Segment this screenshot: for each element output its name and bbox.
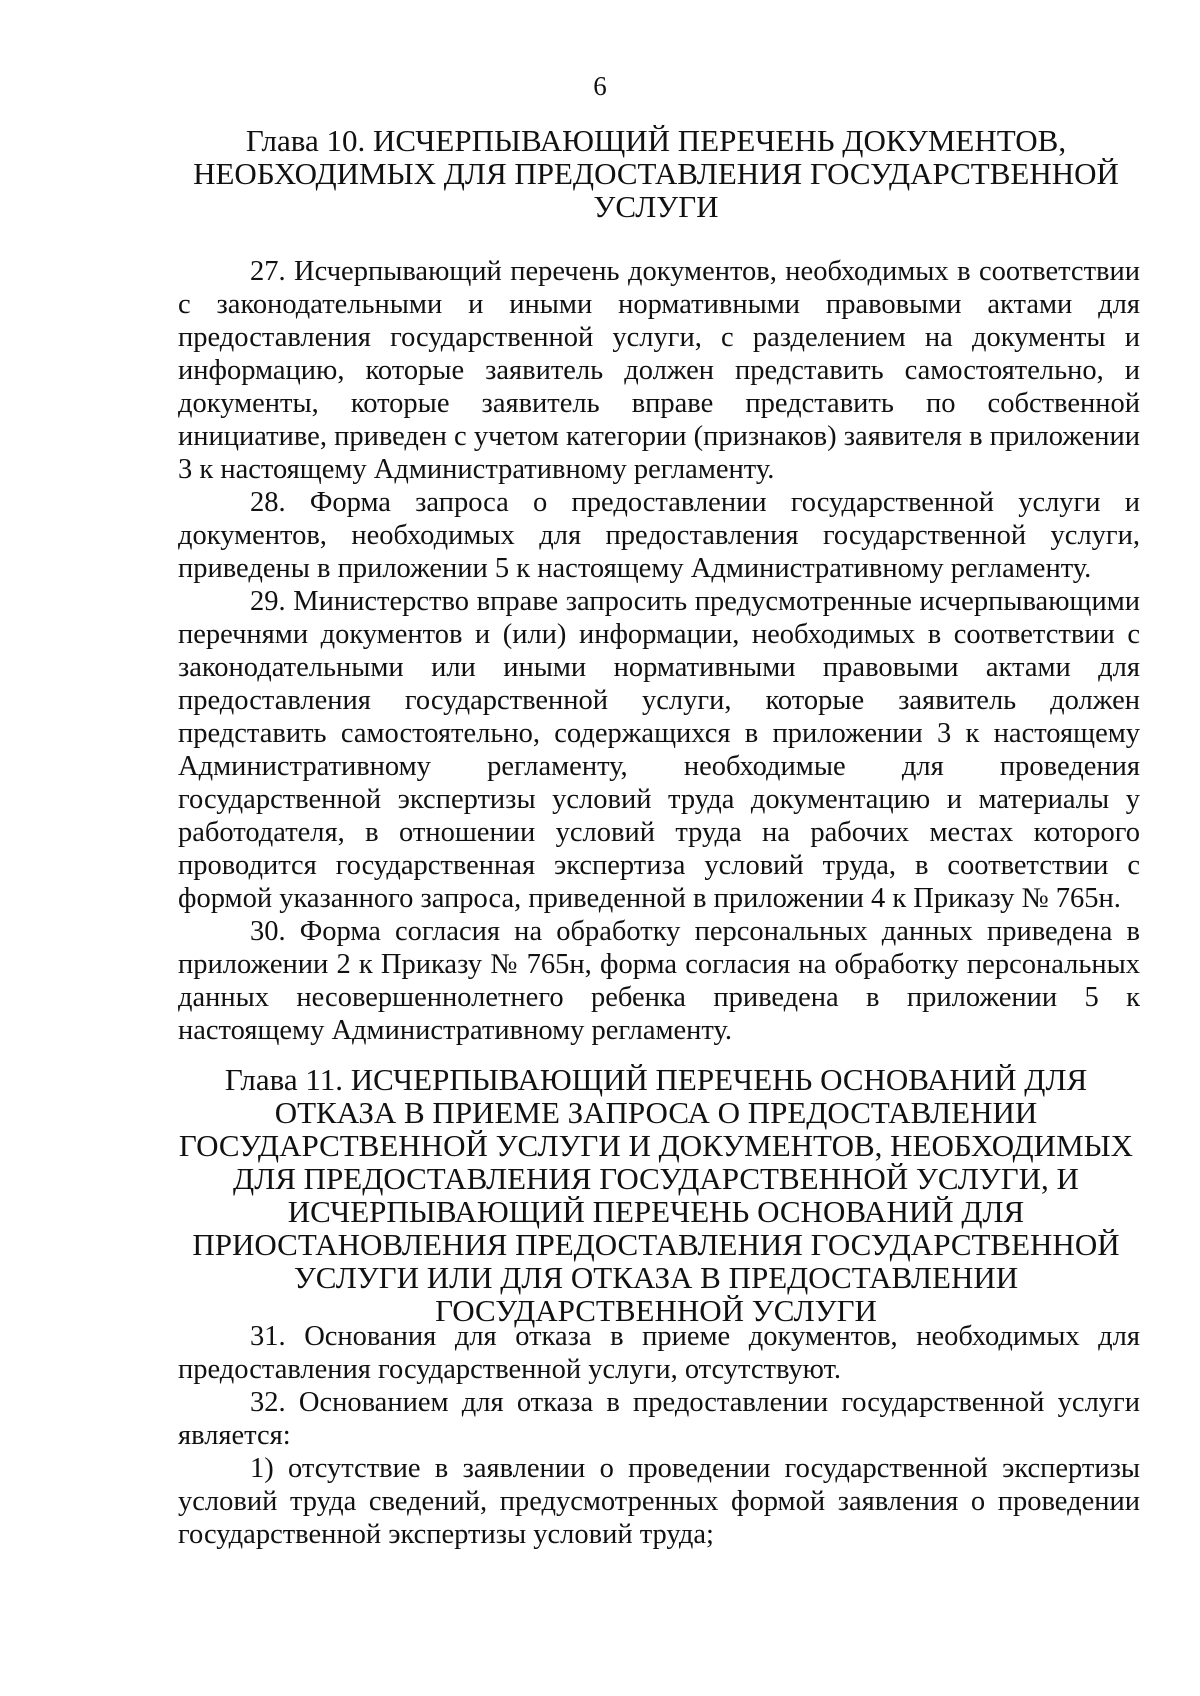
chapter-11-body [178, 1320, 1140, 1551]
paragraph-31: 31. Основания для отказа в приеме документов, необходимых для предоставления государственной услуги, отсутствуют. [178, 1321, 1140, 1385]
paragraph-32-item-1: 1) отсутствие в заявлении о проведении государственной экспертизы условий труда сведений, предусмотренных формой заявления о проведении государственной экспертизы условий труда; [178, 1453, 1140, 1550]
chapter-10-body [178, 255, 1140, 1047]
page-number: 6 [593, 71, 607, 101]
paragraph-30: 30. Форма согласия на обработку персональных данных приведена в приложении 2 к Приказу № 765н, форма согласия на обработку персональных данных несовершеннолетнего ребенка приведена в приложении 5 к настоящему Административному регламенту. [178, 916, 1140, 1046]
paragraph-29: 29. Министерство вправе запросить предусмотренные исчерпывающими перечнями документов и (или) информации, необходимых в соответствии с законодательными или иными нормативными правовыми актами для предоставления государственной услуги, которые заявитель должен представить самостоятельно, содержащихся в приложении 3 к настоящему Административному регламенту, необходимые для проведения государственной экспертизы условий труда документацию и материалы у работодателя, в отношении условий труда на рабочих местах которого проводится государственная экспертиза условий труда, в соответствии с формой указанного запроса, приведенной в приложении 4 к Приказу № 765н. [178, 586, 1140, 914]
paragraph-32: 32. Основанием для отказа в предоставлении государственной услуги является: [178, 1387, 1140, 1451]
paragraph-27: 27. Исчерпывающий перечень документов, необходимых в соответствии с законодательными и иными нормативными правовыми актами для предоставления государственной услуги, с разделением на документы и информацию, которые заявитель должен представить самостоятельно, и документы, которые заявитель вправе представить по собственной инициативе, приведен с учетом категории (признаков) заявителя в приложении 3 к настоящему Административному регламенту. [178, 256, 1140, 485]
chapter-11-heading: Глава 11. ИСЧЕРПЫВАЮЩИЙ ПЕРЕЧЕНЬ ОСНОВАНИЙ ДЛЯ ОТКАЗА В ПРИЕМЕ ЗАПРОСА О ПРЕДОСТАВЛЕНИИ ГОСУДАРСТВЕННОЙ УСЛУГИ И ДОКУМЕНТОВ, НЕОБХОДИМЫХ ДЛЯ ПРЕДОСТАВЛЕНИЯ ГОСУДАРСТВЕННОЙ УСЛУГИ, И ИСЧЕРПЫВАЮЩИЙ ПЕРЕЧЕНЬ ОСНОВАНИЙ ДЛЯ ПРИОСТАНОВЛЕНИЯ ПРЕДОСТАВЛЕНИЯ ГОСУДАРСТВЕННОЙ УСЛУГИ ИЛИ ДЛЯ ОТКАЗА В ПРЕДОСТАВЛЕНИИ ГОСУДАРСТВЕННОЙ УСЛУГИ [178, 1062, 1134, 1328]
paragraph-28: 28. Форма запроса о предоставлении государственной услуги и документов, необходимых для предоставления государственной услуги, приведены в приложении 5 к настоящему Административному регламенту. [178, 487, 1140, 584]
chapter-10-heading: Глава 10. ИСЧЕРПЫВАЮЩИЙ ПЕРЕЧЕНЬ ДОКУМЕНТОВ, НЕОБХОДИМЫХ ДЛЯ ПРЕДОСТАВЛЕНИЯ ГОСУДАРСТВЕННОЙ УСЛУГИ [193, 123, 1119, 224]
